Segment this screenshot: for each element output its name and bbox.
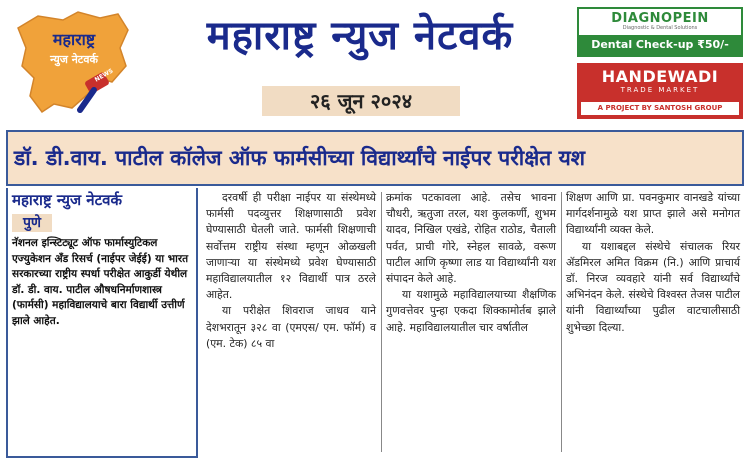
lead-paragraph: नॅशनल इन्स्टिट्यूट ऑफ फार्मास्युटिकल एज्युकेशन अँड रिसर्च (नाईपर जेईई) या भारत सरकारच्या राष्ट्रीय स्पर्धा परीक्षेत आकुर्डी येथील डॉ. डी. वाय. पाटील औषधनिर्माणशास्त्र (फार्मसी) महाविद्यालयाचे बारा विद्यार्थी उत्तीर्ण झाले आहेत. bbox=[12, 237, 189, 327]
article-column-2 bbox=[386, 190, 556, 336]
logo-news-badge: NEWS bbox=[93, 67, 115, 84]
ad-handewadi[interactable] bbox=[577, 63, 743, 119]
dateline-place: पुणे bbox=[12, 214, 52, 232]
article-column-1 bbox=[206, 190, 376, 352]
ad-handewadi-project: A PROJECT BY SANTOSH GROUP bbox=[581, 102, 739, 115]
column-divider bbox=[561, 192, 562, 452]
paragraph: दरवर्षी ही परीक्षा नाईपर या संस्थेमध्ये फार्मसी पदव्युत्तर शिक्षणासाठी प्रवेश घेण्यासाठी घेतली जाते. फार्मसी शिक्षणाची सर्वोत्तम राष्ट्रीय संस्था म्हणून ओळखली जाणाऱ्या या संस्थेमध्ये प्रवेश घेण्यासाठी महाविद्यालयातील १२ विद्यार्थी पात्र ठरले आहेत. bbox=[206, 191, 376, 302]
paragraph: या यशामुळे महाविद्यालयाच्या शैक्षणिक गुणवत्तेवर पुन्हा एकदा शिक्कामोर्तब झाले आहे. महाविद्यालयातील चार वर्षातील bbox=[386, 288, 556, 334]
paragraph: या परीक्षेत शिवराज जाधव याने देशभरातून ३२८ वा (एमएस/ एम. फॉर्म) व (एम. टेक) ८५ वा bbox=[206, 304, 376, 350]
paragraph: क्रमांक पटकावला आहे. तसेच भावना चौधरी, ऋतुजा तरल, यश कुलकर्णी, शुभम यादव, निखिल एखंडे, रोहित राठोड, चैताली पर्वत, प्राची गोरे, स्नेहल सावळे, वरूण पाटील आणि कृष्णा लाड या विद्यार्थ्यांनी यश संपादन केले आहे. bbox=[386, 191, 556, 286]
column-divider bbox=[381, 192, 382, 452]
paragraph: या यशाबद्दल संस्थेचे संचालक रियर ॲडमिरल अमित विक्रम (नि.) आणि प्राचार्य डॉ. निरज व्यवहारे यांनी सर्व विद्यार्थ्यांचे अभिनंदन केले. संस्थेचे विश्वस्त तेजस पाटील यांनी विद्यार्थ्यांच्या पुढील वाटचालीसाठी शुभेच्छा दिल्या. bbox=[566, 239, 740, 334]
logo-title: महाराष्ट्र bbox=[52, 30, 96, 49]
ad-diagnopein-offer: Dental Check-up ₹50/- bbox=[579, 35, 741, 55]
newspaper-logo bbox=[8, 8, 136, 116]
masthead-title: महाराष्ट्र न्युज नेटवर्क bbox=[206, 13, 514, 59]
lead-column bbox=[6, 188, 198, 458]
ad-diagnopein[interactable] bbox=[577, 7, 743, 57]
ad-diagnopein-tagline: Diagnostic & Dental Solutions bbox=[622, 25, 698, 31]
logo-subtitle: न्युज नेटवर्क bbox=[50, 53, 98, 66]
byline: महाराष्ट्र न्युज नेटवर्क bbox=[12, 191, 123, 209]
paragraph: शिक्षण आणि प्रा. पवनकुमार वानखडे यांच्या मार्गदर्शनामुळे यश प्राप्त झाले असे मनोगत विद्यार्थ्यांनी व्यक्त केले. bbox=[566, 191, 740, 237]
article-headline: डॉ. डी.वाय. पाटील कॉलेज ऑफ फार्मसीच्या विद्यार्थ्यांचे नाईपर परीक्षेत यश bbox=[6, 130, 744, 186]
ad-handewadi-subtitle: TRADE MARKET bbox=[620, 86, 700, 94]
article-column-3 bbox=[566, 190, 740, 336]
ad-diagnopein-brand: DIAGNOPEIN bbox=[611, 11, 709, 26]
ad-handewadi-brand: HANDEWADI bbox=[601, 67, 719, 86]
issue-date: २६ जून २०२४ bbox=[262, 86, 460, 116]
